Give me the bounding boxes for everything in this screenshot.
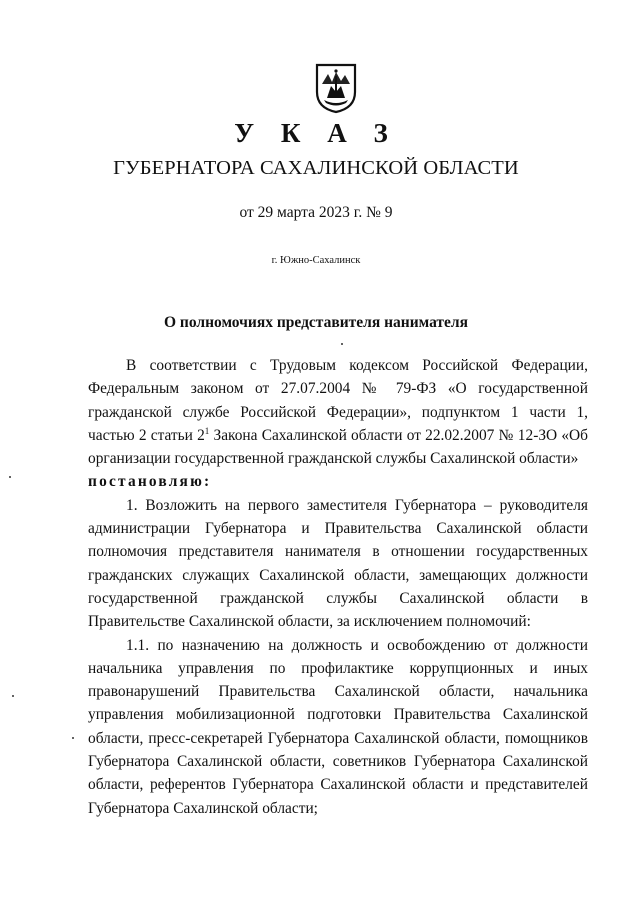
document-title: У К А З — [234, 118, 398, 148]
intro-text-2: Закона Сахалинской области от 22.02.2007 № 12-ЗО «Об организации государственной гражданской службы Сахалинской области» — [88, 426, 588, 468]
scan-speck — [12, 695, 14, 697]
scan-speck — [341, 343, 343, 345]
scan-speck — [72, 737, 74, 739]
document-subtitle: ГУБЕРНАТОРА САХАЛИНСКОЙ ОБЛАСТИ — [113, 157, 519, 179]
intro-paragraph — [88, 354, 588, 470]
document-city: г. Южно-Сахалинск — [271, 255, 361, 266]
document-body — [88, 354, 588, 820]
document-heading: О полномочиях представителя нанимателя — [163, 314, 469, 331]
document-date: от 29 марта 2023 г. № 9 — [239, 204, 393, 221]
decree-word: постановляю: — [88, 473, 212, 491]
decree-word-paragraph — [88, 470, 588, 493]
point-1-1: 1.1. по назначению на должность и освобождению от должности начальника управления по профилактике коррупционных и иных правонарушений Правительства Сахалинской области, начальника управления мобилизационной подготовки Правительства Сахалинской области, пресс-секретарей Губернатора Сахалинской области, помощников Губернатора Сахалинской области, советников Губернатора Сахалинской области, референтов Губернатора Сахалинской области и представителей Губернатора Сахалинской области; — [88, 636, 588, 817]
coat-of-arms-icon — [314, 62, 358, 114]
intro-superscript: 1 — [204, 425, 210, 436]
scan-speck — [9, 476, 11, 478]
point-1: 1. Возложить на первого заместителя Губернатора – руководителя администрации Губернатора и Правительства Сахалинской области полномочия представителя нанимателя в отношении государственных гражданских служащих Сахалинской области, замещающих должности государственной гражданской службы Сахалинской области в Правительстве Сахалинской области, за исключением полномочий: — [88, 496, 588, 631]
intro-text-1: В соответствии с Трудовым кодексом Российской Федерации, Федеральным законом от 27.07.2004 № 79-ФЗ «О государственной гражданской службе Российской Федерации», подпунктом 1 части 1, частью 2 статьи 2 — [88, 357, 588, 444]
